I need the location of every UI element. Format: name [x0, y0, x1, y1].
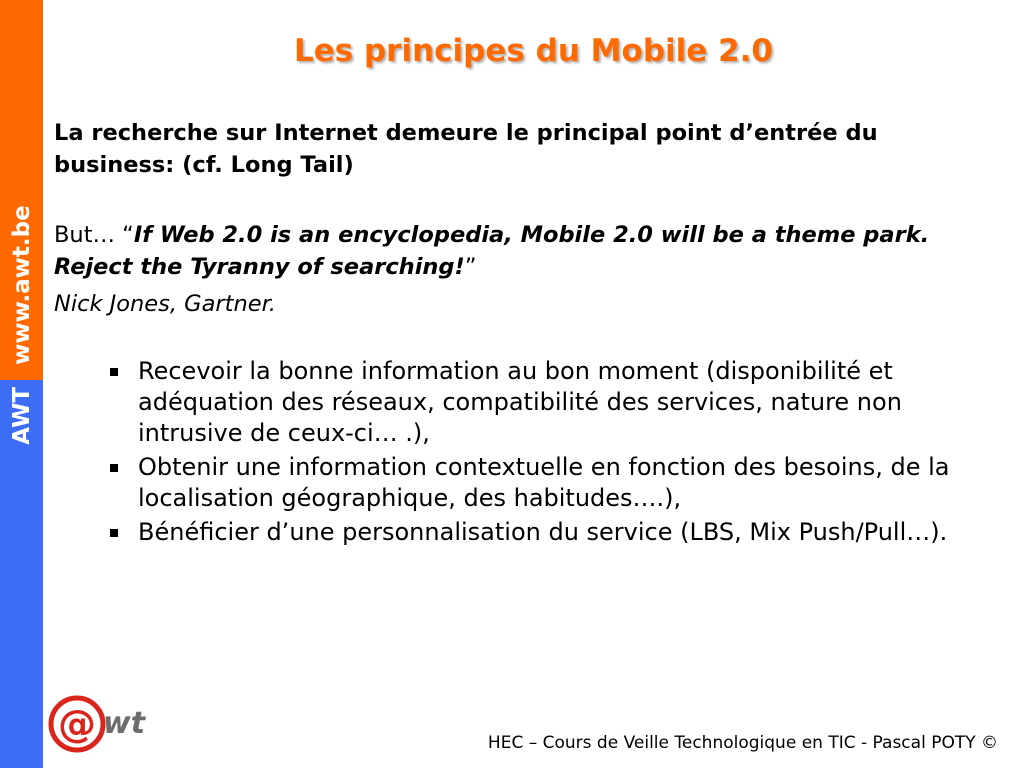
intro-paragraph: La recherche sur Internet demeure le principal point d’entrée du business: (cf. Long Tail)	[54, 120, 878, 178]
list-item	[138, 452, 1004, 514]
quote-author: Nick Jones, Gartner.	[54, 291, 276, 317]
quote-text: If Web 2.0 is an encyclopedia, Mobile 2.0 will be a theme park. Reject the Tyranny of searching!	[54, 222, 930, 280]
sidebar-url-label: www.awt.be	[9, 205, 35, 365]
list-item	[138, 517, 1004, 548]
square-bullet-icon	[110, 529, 118, 537]
slide-body	[54, 117, 1004, 551]
quote-line	[54, 219, 1004, 283]
square-bullet-icon	[110, 368, 118, 376]
quote-prefix: But… “	[54, 222, 134, 248]
logo-wt-text: wt	[103, 706, 146, 741]
bullet-text: Recevoir la bonne information au bon moment (disponibilité et adéquation des réseaux, compatibilité des services, nature non intrusive de ceux-ci… .),	[138, 357, 902, 447]
awt-logo-icon	[48, 693, 158, 755]
sidebar-band	[0, 0, 43, 768]
list-item	[138, 356, 1004, 449]
sidebar-awt-label: AWT	[9, 386, 35, 445]
quote-block	[54, 219, 1004, 320]
square-bullet-icon	[110, 464, 118, 472]
slide-title: Les principes du Mobile 2.0	[293, 33, 774, 69]
bullet-list	[54, 356, 1004, 548]
footer-credit: HEC – Cours de Veille Technologique en TIC - Pascal POTY ©	[487, 733, 998, 753]
logo-at-symbol: @	[58, 702, 96, 746]
quote-suffix: ”	[464, 254, 477, 280]
sidebar-brand-text	[9, 205, 35, 444]
bullet-text: Obtenir une information contextuelle en fonction des besoins, de la localisation géographique, des habitudes….),	[138, 453, 950, 512]
bullet-text: Bénéficier d’une personnalisation du service (LBS, Mix Push/Pull…).	[138, 518, 948, 546]
